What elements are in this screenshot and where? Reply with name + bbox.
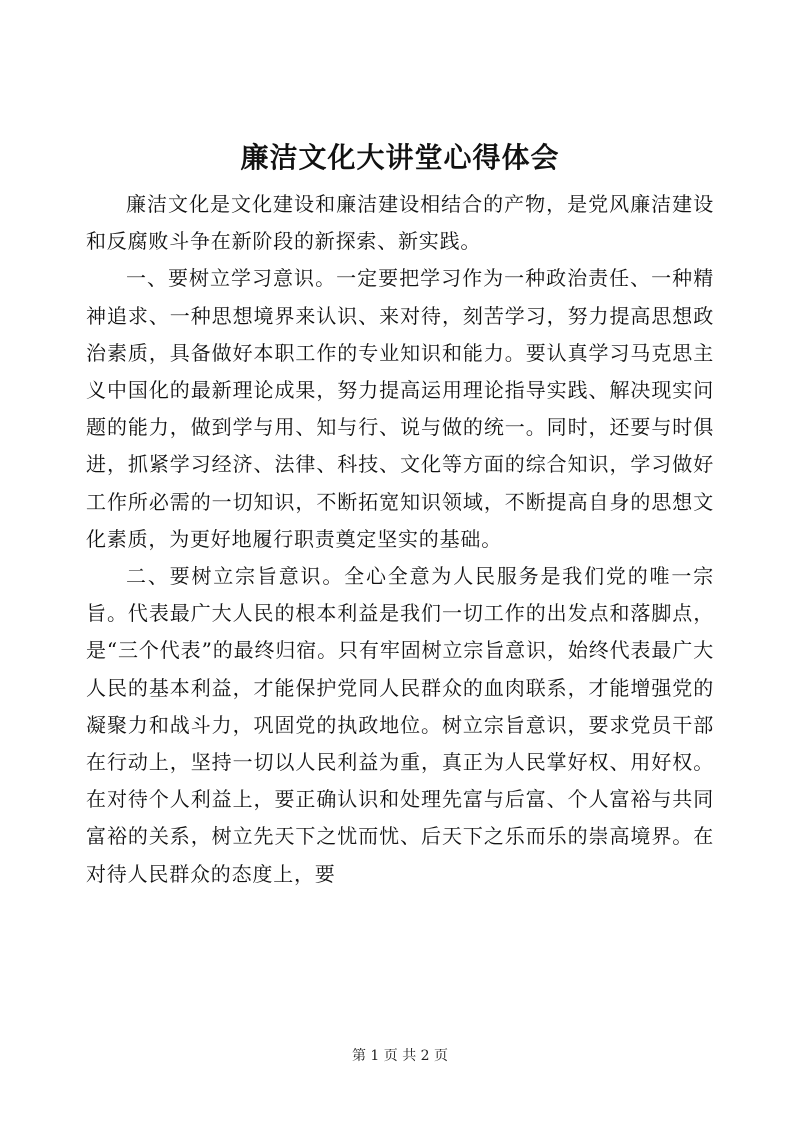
paragraph-purpose-awareness: 二、要树立宗旨意识。全心全意为人民服务是我们党的唯一宗旨。代表最广大人民的根本利益是我们一切工作的出发点和落脚点，是“三个代表”的最终归宿。只有牢固树立宗旨意识，始终代表最广大人民的基本利益，才能保护党同人民群众的血肉联系，才能增强党的凝聚力和战斗力，巩固党的执政地位。树立宗旨意识，要求党员干部在行动上，坚持一切以人民利益为重，真正为人民掌好权、用好权。在对待个人利益上，要正确认识和处理先富与后富、个人富裕与共同富裕的关系，树立先天下之忧而忧、后天下之乐而乐的崇高境界。在对待人民群众的态度上，要 (86, 564, 714, 886)
page-number-footer: 第 1 页 共 2 页 (351, 1048, 449, 1064)
paragraph-learning-awareness: 一、要树立学习意识。一定要把学习作为一种政治责任、一种精神追求、一种思想境界来认识、来对待，刻苦学习，努力提高思想政治素质，具备做好本职工作的专业知识和能力。要认真学习马克思主义中国化的最新理论成果，努力提高运用理论指导实践、解决现实问题的能力，做到学与用、知与行、说与做的统一。同时，还要与时俱进，抓紧学习经济、法律、科技、文化等方面的综合知识，学习做好工作所必需的一切知识，不断拓宽知识领域，不断提高自身的思想文化素质，为更好地履行职责奠定坚实的基础。 (86, 266, 714, 551)
document-body (86, 186, 714, 893)
document-title: 廉洁文化大讲堂心得体会 (240, 141, 560, 174)
paragraph-intro: 廉洁文化是文化建设和廉洁建设相结合的产物，是党风廉洁建设和反腐败斗争在新阶段的新探索、新实践。 (86, 192, 714, 254)
